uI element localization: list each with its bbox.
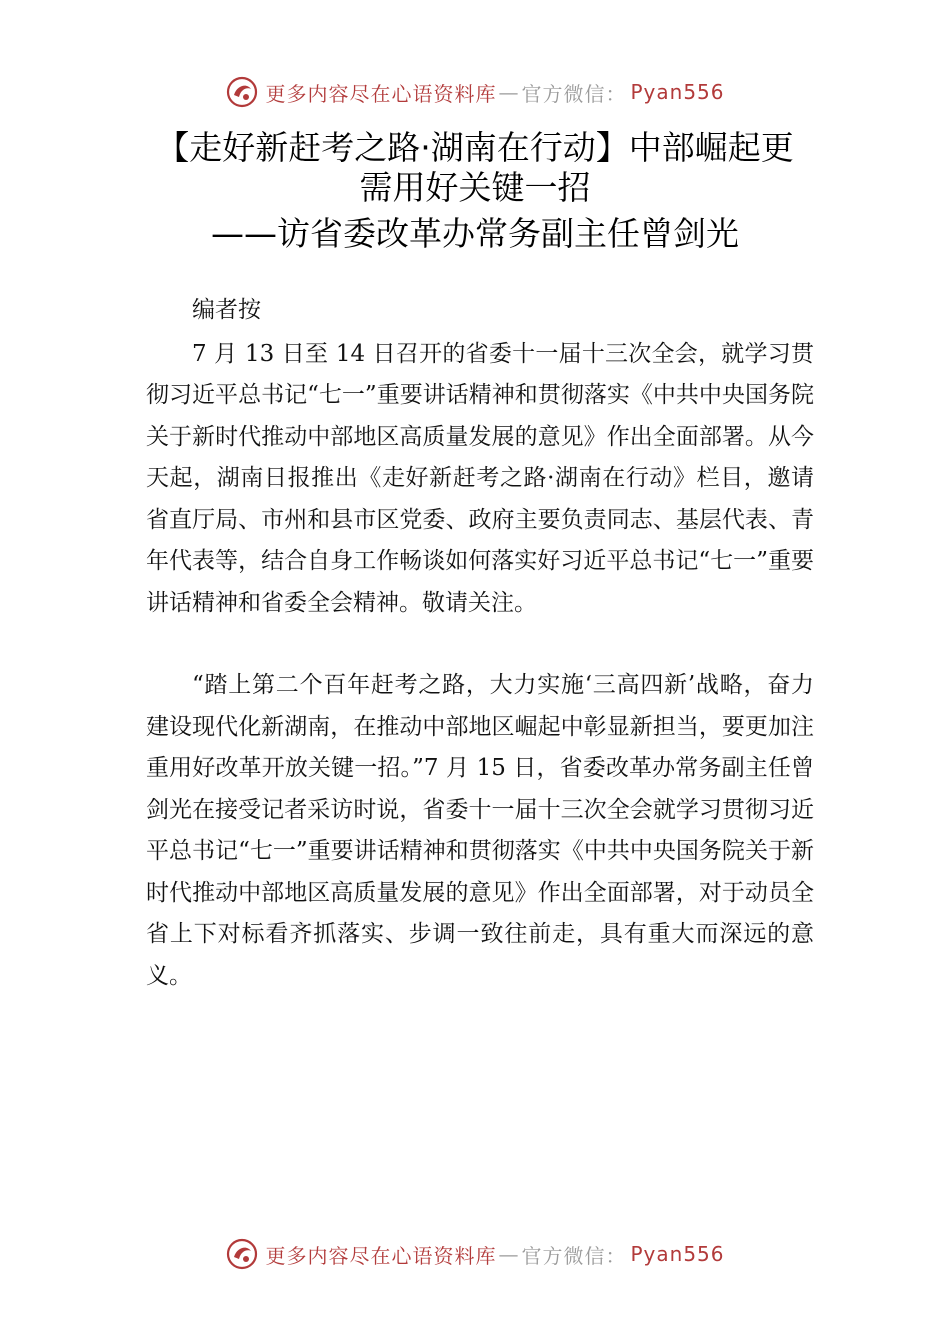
watermark-separator: — (498, 80, 520, 104)
title-line-1: 【走好新赶考之路·湖南在行动】中部崛起更 (156, 128, 794, 167)
article-body (146, 290, 814, 997)
paragraph-intro: 7 月 13 日至 14 日召开的省委十一届十三次全会，就学习贯彻习近平总书记“七一”重要讲话精神和贯彻落实《中共中央国务院关于新时代推动中部地区高质量发展的意见》作出全面部署。从今天起，湖南日报推出《走好新赶考之路·湖南在行动》栏目，邀请省直厅局、市州和县市区党委、政府主要负责同志、基层代表、青年代表等，结合自身工作畅谈如何落实好习近平总书记“七一”重要讲话精神和省委全会精神。敬请关注。 (146, 340, 814, 616)
watermark-banner-top (0, 72, 950, 112)
watermark-logo-icon (225, 75, 259, 109)
editor-note-label: 编者按 (192, 297, 261, 323)
watermark-wechat-label: 官方微信： (521, 1243, 627, 1268)
watermark-separator: — (498, 1242, 520, 1266)
paragraph-interview: “踏上第二个百年赶考之路，大力实施‘三高四新’战略，奋力建设现代化新湖南，在推动中部地区崛起中彰显新担当，要更加注重用好改革开放关键一招。”7 月 15 日，省委改革办常务副主任曾剑光在接受记者采访时说，省委十一届十三次全会就学习贯彻习近平总书记“七一”重要讲话精神和贯彻落实《中共中央国务院关于新时代推动中部地区高质量发展的意见》作出全面部署，对于动员全省上下对标看齐抓落实、步调一致往前走，具有重大而深远的意义。 (146, 672, 814, 989)
watermark-wechat-id: Pyan556 (630, 80, 725, 104)
article-title (60, 128, 890, 254)
article-subtitle: ——访省委改革办常务副主任曾剑光 (211, 214, 739, 253)
watermark-wechat-id: Pyan556 (630, 1242, 725, 1266)
watermark-site-text: 更多内容尽在心语资料库 (265, 81, 497, 106)
watermark-banner-bottom (0, 1234, 950, 1274)
title-line-2: 需用好关键一招 (359, 168, 591, 207)
watermark-logo-icon (225, 1237, 259, 1271)
watermark-site-text: 更多内容尽在心语资料库 (265, 1243, 497, 1268)
paragraph-gap (146, 624, 814, 665)
watermark-wechat-label: 官方微信： (521, 81, 627, 106)
